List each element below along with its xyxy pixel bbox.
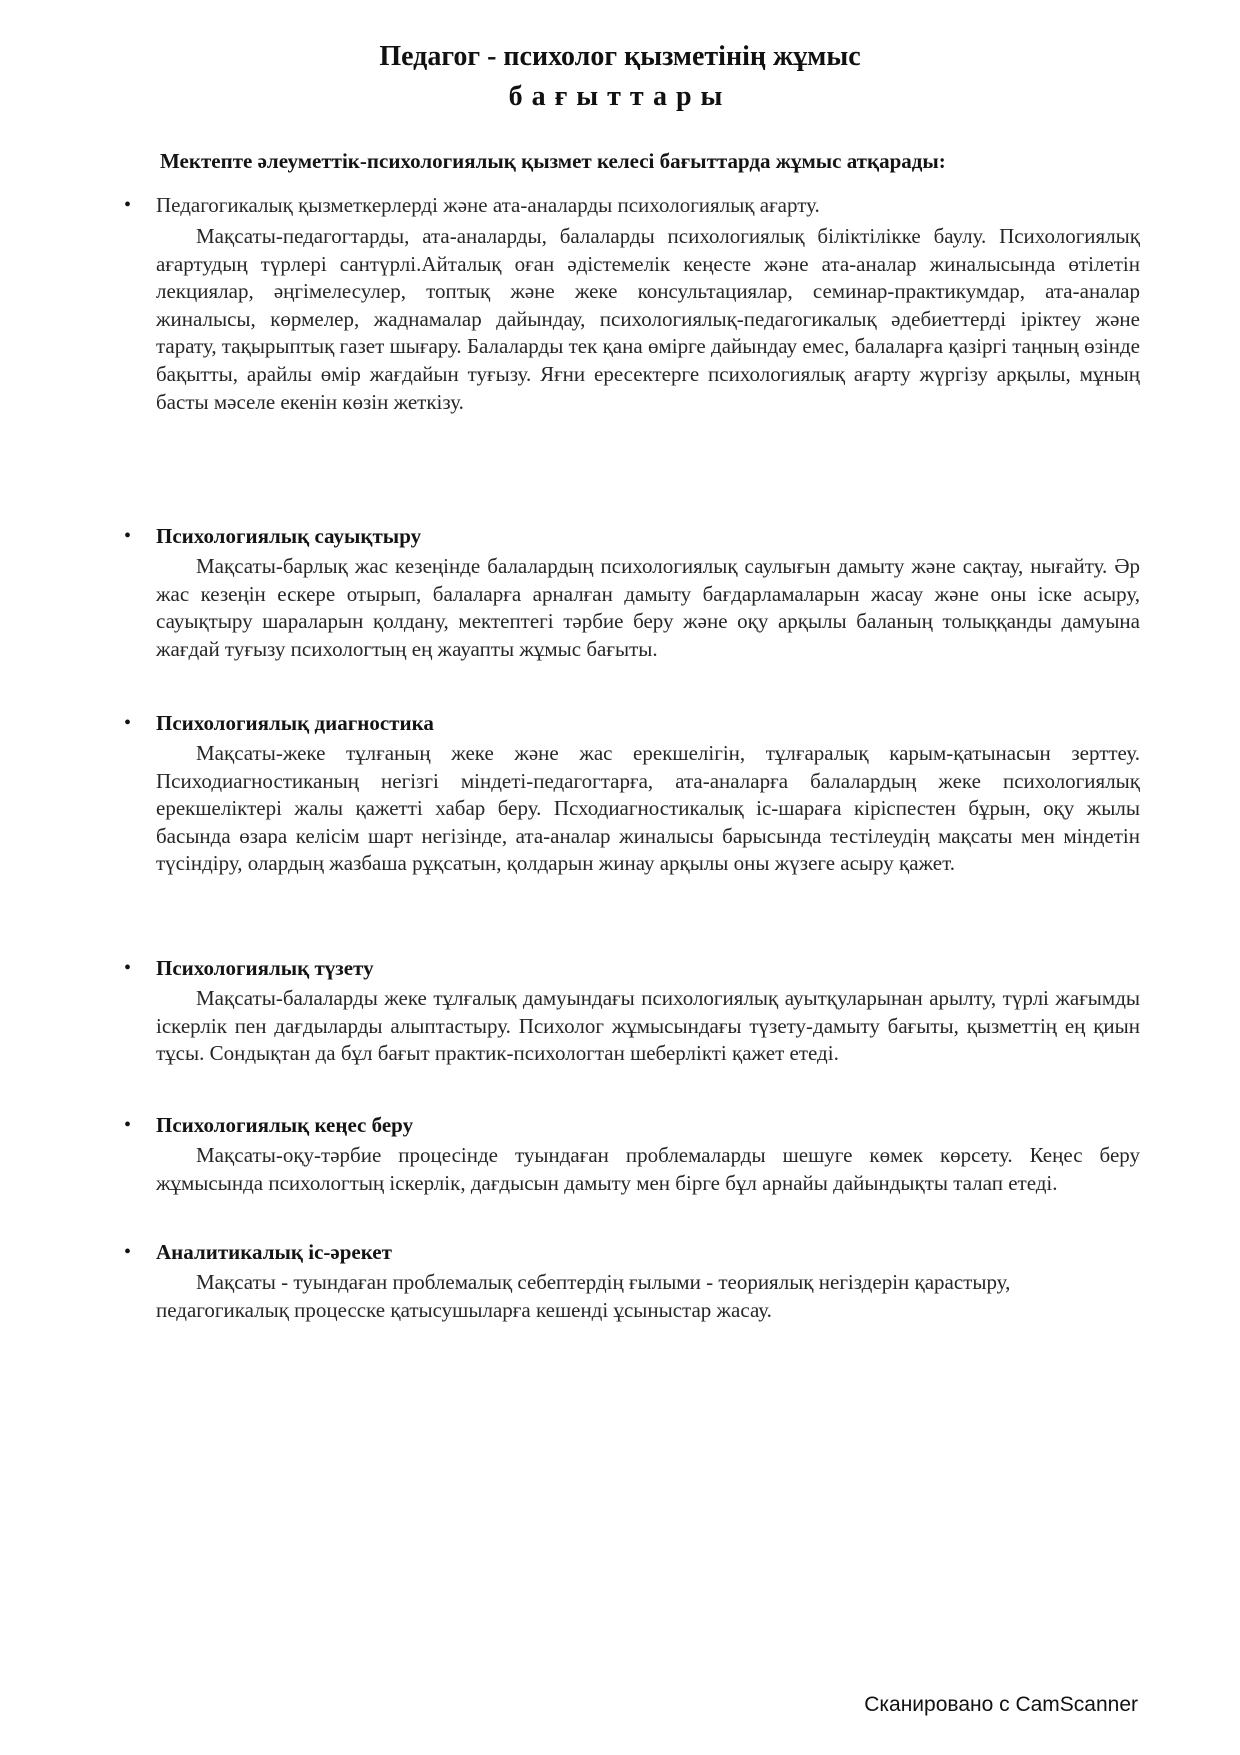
document-title: Педагог - психолог қызметінің жұмыс: [379, 41, 861, 72]
bullet-icon: •: [124, 1241, 132, 1263]
section-psychological-diagnostics: [120, 710, 1140, 878]
section-heading-row: [120, 710, 1140, 737]
camscanner-watermark: Сканировано с CamScanner: [864, 1693, 1138, 1716]
document-title-line-2: бағыттары: [508, 81, 732, 112]
section-body: Мақсаты-барлық жас кезеңінде балалардың психологиялық саулығын дамыту және сақтау, нығайту. Әр жас кезеңін ескере отырып, балаларға арналған дамыту бағдарламаларын жасау және оны іске асыру, сауықтыру шараларын қолдану, мектептегі тәрбие беру және оқу арқылы баланың толыққанды дамуына жағдай туғызу психологтың ең жауапты жұмыс бағыты.: [156, 554, 1140, 661]
section-heading-row: [120, 523, 1140, 550]
section-heading: Педагогикалық қызметкерлерді және ата-аналарды психологиялық ағарту.: [156, 193, 820, 217]
section-heading-row: [120, 955, 1140, 982]
intro-paragraph: Мектепте әлеуметтік-психологиялық қызмет келесі бағыттарда жұмыс атқарады:: [160, 149, 946, 173]
section-psychological-correction: [120, 955, 1140, 1068]
section-heading: Психологиялық түзету: [156, 956, 374, 980]
section-psychological-education: [120, 192, 1140, 416]
section-heading-row: [120, 1112, 1140, 1139]
section-heading: Психологиялық кеңес беру: [156, 1113, 414, 1137]
section-heading: Аналитикалық іс-әрекет: [156, 1240, 392, 1264]
section-psychological-counseling: [120, 1112, 1140, 1197]
section-body: Мақсаты-жеке тұлғаның жеке және жас ерекшелігін, тұлғаралық карым-қатынасын зерттеу. Психодиагностиканың негізгі міндеті-педагогтарға, ата-аналарға балалардың жеке психологиялық ерекшеліктері жалы қажетті хабар беру. Псходиагностикалық іс-шараға кіріспестен бұрын, оқу жылы басында өзара келісім шарт негізінде, ата-аналар жиналысы барысында тестілеудің мақсаты мен міндетін түсіндіру, олардың жазбаша рұқсатын, қолдарын жинау арқылы оны жүзеге асыру қажет.: [156, 741, 1140, 876]
section-body: Мақсаты-педагогтарды, ата-аналарды, балаларды психологиялық біліктілікке баулу. Психологиялық ағартудың түрлері сантүрлі.Айталық оған әдістемелік кеңесте және ата-аналар жиналысында өтілетін лекциялар, әңгімелесулер, топтық және жеке консультациялар, семинар-практикумдар, ата-аналар жиналысы, көрмелер, жаднамалар дайындау, психологиялық-педагогикалық әдебиеттерді іріктеу және тарату, тақырыптық газет шығару. Балаларды тек қана өмірге дайындау емес, балаларға қазіргі таңның өзінде бақытты, арайлы өмір жағдайын туғызу. Яғни ересектерге психологиялық ағарту жүргізу арқылы, мұның басты мәселе екенін көзін жеткізу.: [156, 224, 1140, 414]
bullet-icon: •: [124, 957, 132, 979]
section-heading: Психологиялық диагностика: [156, 711, 434, 735]
section-analytical-activity: [120, 1239, 1140, 1324]
section-heading-row: [120, 1239, 1140, 1266]
bullet-icon: •: [124, 525, 132, 547]
bullet-icon: •: [124, 1114, 132, 1136]
bullet-icon: •: [124, 194, 132, 216]
section-psychological-wellness: [120, 523, 1140, 663]
section-body: Мақсаты-оқу-тәрбие процесінде туындаған проблемаларды шешуге көмек көрсету. Кеңес беру жұмысында психологтың іскерлік, дағдысын дамыту мен бірге бұл арнайы дайындықты талап етеді.: [156, 1143, 1140, 1195]
section-heading: Психологиялық сауықтыру: [156, 524, 422, 548]
section-heading-row: [120, 192, 1140, 219]
section-body: Мақсаты - туындаған проблемалық себептердің ғылыми - теориялық негіздерін қарастыру, педагогикалық процесске қатысушыларға кешенді ұсыныстар жасау.: [156, 1270, 1011, 1322]
bullet-icon: •: [124, 712, 132, 734]
section-body: Мақсаты-балаларды жеке тұлғалық дамуындағы психологиялық ауытқуларынан арылту, түрлі жағымды іскерлік пен дағдыларды алыптастыру. Психолог жұмысындағы түзету-дамыту бағыты, қызметтің ең қиын тұсы. Сондықтан да бұл бағыт практик-психологтан шеберлікті қажет етеді.: [156, 986, 1140, 1066]
